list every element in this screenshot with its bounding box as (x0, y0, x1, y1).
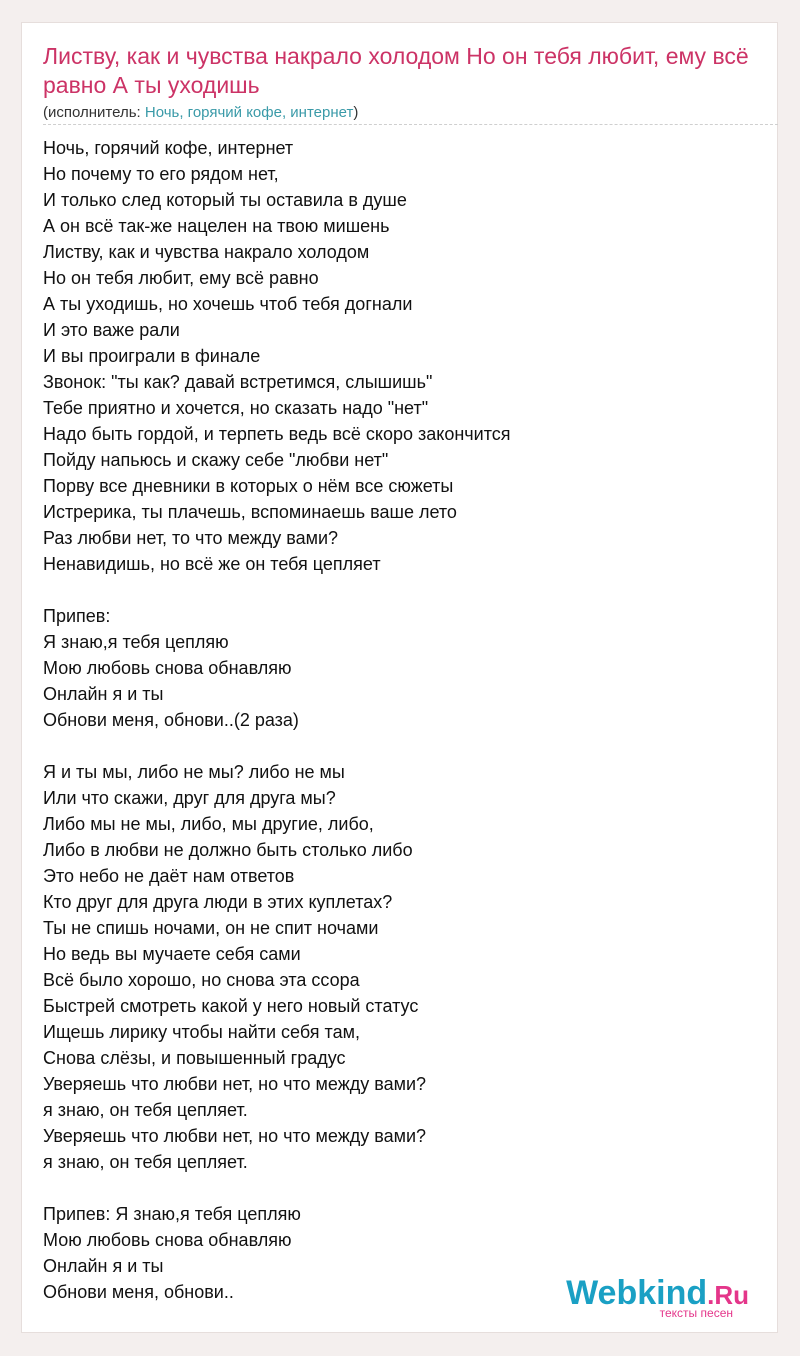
lyric-line: Я и ты мы, либо не мы? либо не мы (43, 762, 345, 782)
lyric-line: Обнови меня, обнови.. (43, 1282, 234, 1302)
lyrics-card (21, 22, 778, 1333)
lyric-blank-line (43, 733, 763, 759)
lyric-line: Ты не спишь ночами, он не спит ночами (43, 918, 379, 938)
lyric-blank-line (43, 1175, 763, 1201)
lyric-line: Припев: (43, 606, 111, 626)
lyric-line: я знаю, он тебя цепляет. (43, 1100, 248, 1120)
lyric-line: И это важе рали (43, 320, 180, 340)
lyric-blank-line (43, 577, 763, 603)
lyric-line: Я знаю,я тебя цепляю (43, 632, 229, 652)
lyric-line: Раз любви нет, то что между вами? (43, 528, 339, 548)
lyric-line: Но он тебя любит, ему всё равно (43, 268, 319, 288)
lyric-line: Или что скажи, друг для друга мы? (43, 788, 336, 808)
site-logo[interactable] (566, 1274, 749, 1320)
lyric-line: Но почему то его рядом нет, (43, 164, 279, 184)
lyric-line: Ночь, горячий кофе, интернет (43, 138, 294, 158)
logo-tld: .Ru (707, 1280, 749, 1310)
lyric-line: Порву все дневники в которых о нём все сюжеты (43, 476, 454, 496)
lyric-line: Мою любовь снова обнавляю (43, 658, 292, 678)
performer-link[interactable]: Ночь, горячий кофе, интернет (144, 104, 354, 121)
lyric-line: Припев: Я знаю,я тебя цепляю (43, 1204, 301, 1224)
page-title: Листву, как и чувства накрало холодом Но он тебя любит, ему всё равно А ты уходишь (43, 43, 749, 98)
lyric-line: Мою любовь снова обнавляю (43, 1230, 292, 1250)
lyric-line: Но ведь вы мучаете себя сами (43, 944, 301, 964)
lyric-line: Тебе приятно и хочется, но сказать надо "нет" (43, 398, 429, 418)
lyric-line: я знаю, он тебя цепляет. (43, 1152, 248, 1172)
lyric-line: Кто друг для друга люди в этих куплетах? (43, 892, 393, 912)
lyric-line: Онлайн я и ты (43, 1256, 164, 1276)
performer-prefix: (исполнитель: (43, 104, 145, 121)
lyric-line: Надо быть гордой, и терпеть ведь всё скоро закончится (43, 424, 511, 444)
lyric-line: Снова слёзы, и повышенный градус (43, 1048, 346, 1068)
dashed-divider (43, 124, 778, 125)
lyric-line: Онлайн я и ты (43, 684, 164, 704)
lyric-line: Листву, как и чувства накрало холодом (43, 242, 370, 262)
lyric-line: Уверяешь что любви нет, но что между вами? (43, 1126, 427, 1146)
lyric-line: И вы проиграли в финале (43, 346, 261, 366)
performer-line (43, 103, 358, 123)
lyric-line: И только след который ты оставила в душе (43, 190, 407, 210)
lyric-line: Либо мы не мы, либо, мы другие, либо, (43, 814, 374, 834)
lyrics-text (43, 135, 763, 1305)
performer-suffix: ) (353, 104, 359, 121)
logo-name: Webkind (566, 1274, 708, 1312)
lyric-line: Ищешь лирику чтобы найти себя там, (43, 1022, 360, 1042)
lyric-line: А ты уходишь, но хочешь чтоб тебя догнали (43, 294, 413, 314)
lyric-line: Ненавидишь, но всё же он тебя цепляет (43, 554, 381, 574)
lyric-line: Либо в любви не должно быть столько либо (43, 840, 413, 860)
lyric-line: Пойду напьюсь и скажу себе "любви нет" (43, 450, 389, 470)
lyric-line: Быстрей смотреть какой у него новый статус (43, 996, 419, 1016)
lyric-line: Истрерика, ты плачешь, вспоминаешь ваше лето (43, 502, 457, 522)
lyric-line: Это небо не даёт нам ответов (43, 866, 295, 886)
lyric-line: А он всё так-же нацелен на твою мишень (43, 216, 390, 236)
lyric-line: Звонок: "ты как? давай встретимся, слышишь" (43, 372, 433, 392)
lyric-line: Уверяешь что любви нет, но что между вами? (43, 1074, 427, 1094)
lyric-line: Всё было хорошо, но снова эта ссора (43, 970, 360, 990)
logo-tagline: тексты песен (659, 1306, 733, 1320)
lyric-line: Обнови меня, обнови..(2 раза) (43, 710, 299, 730)
